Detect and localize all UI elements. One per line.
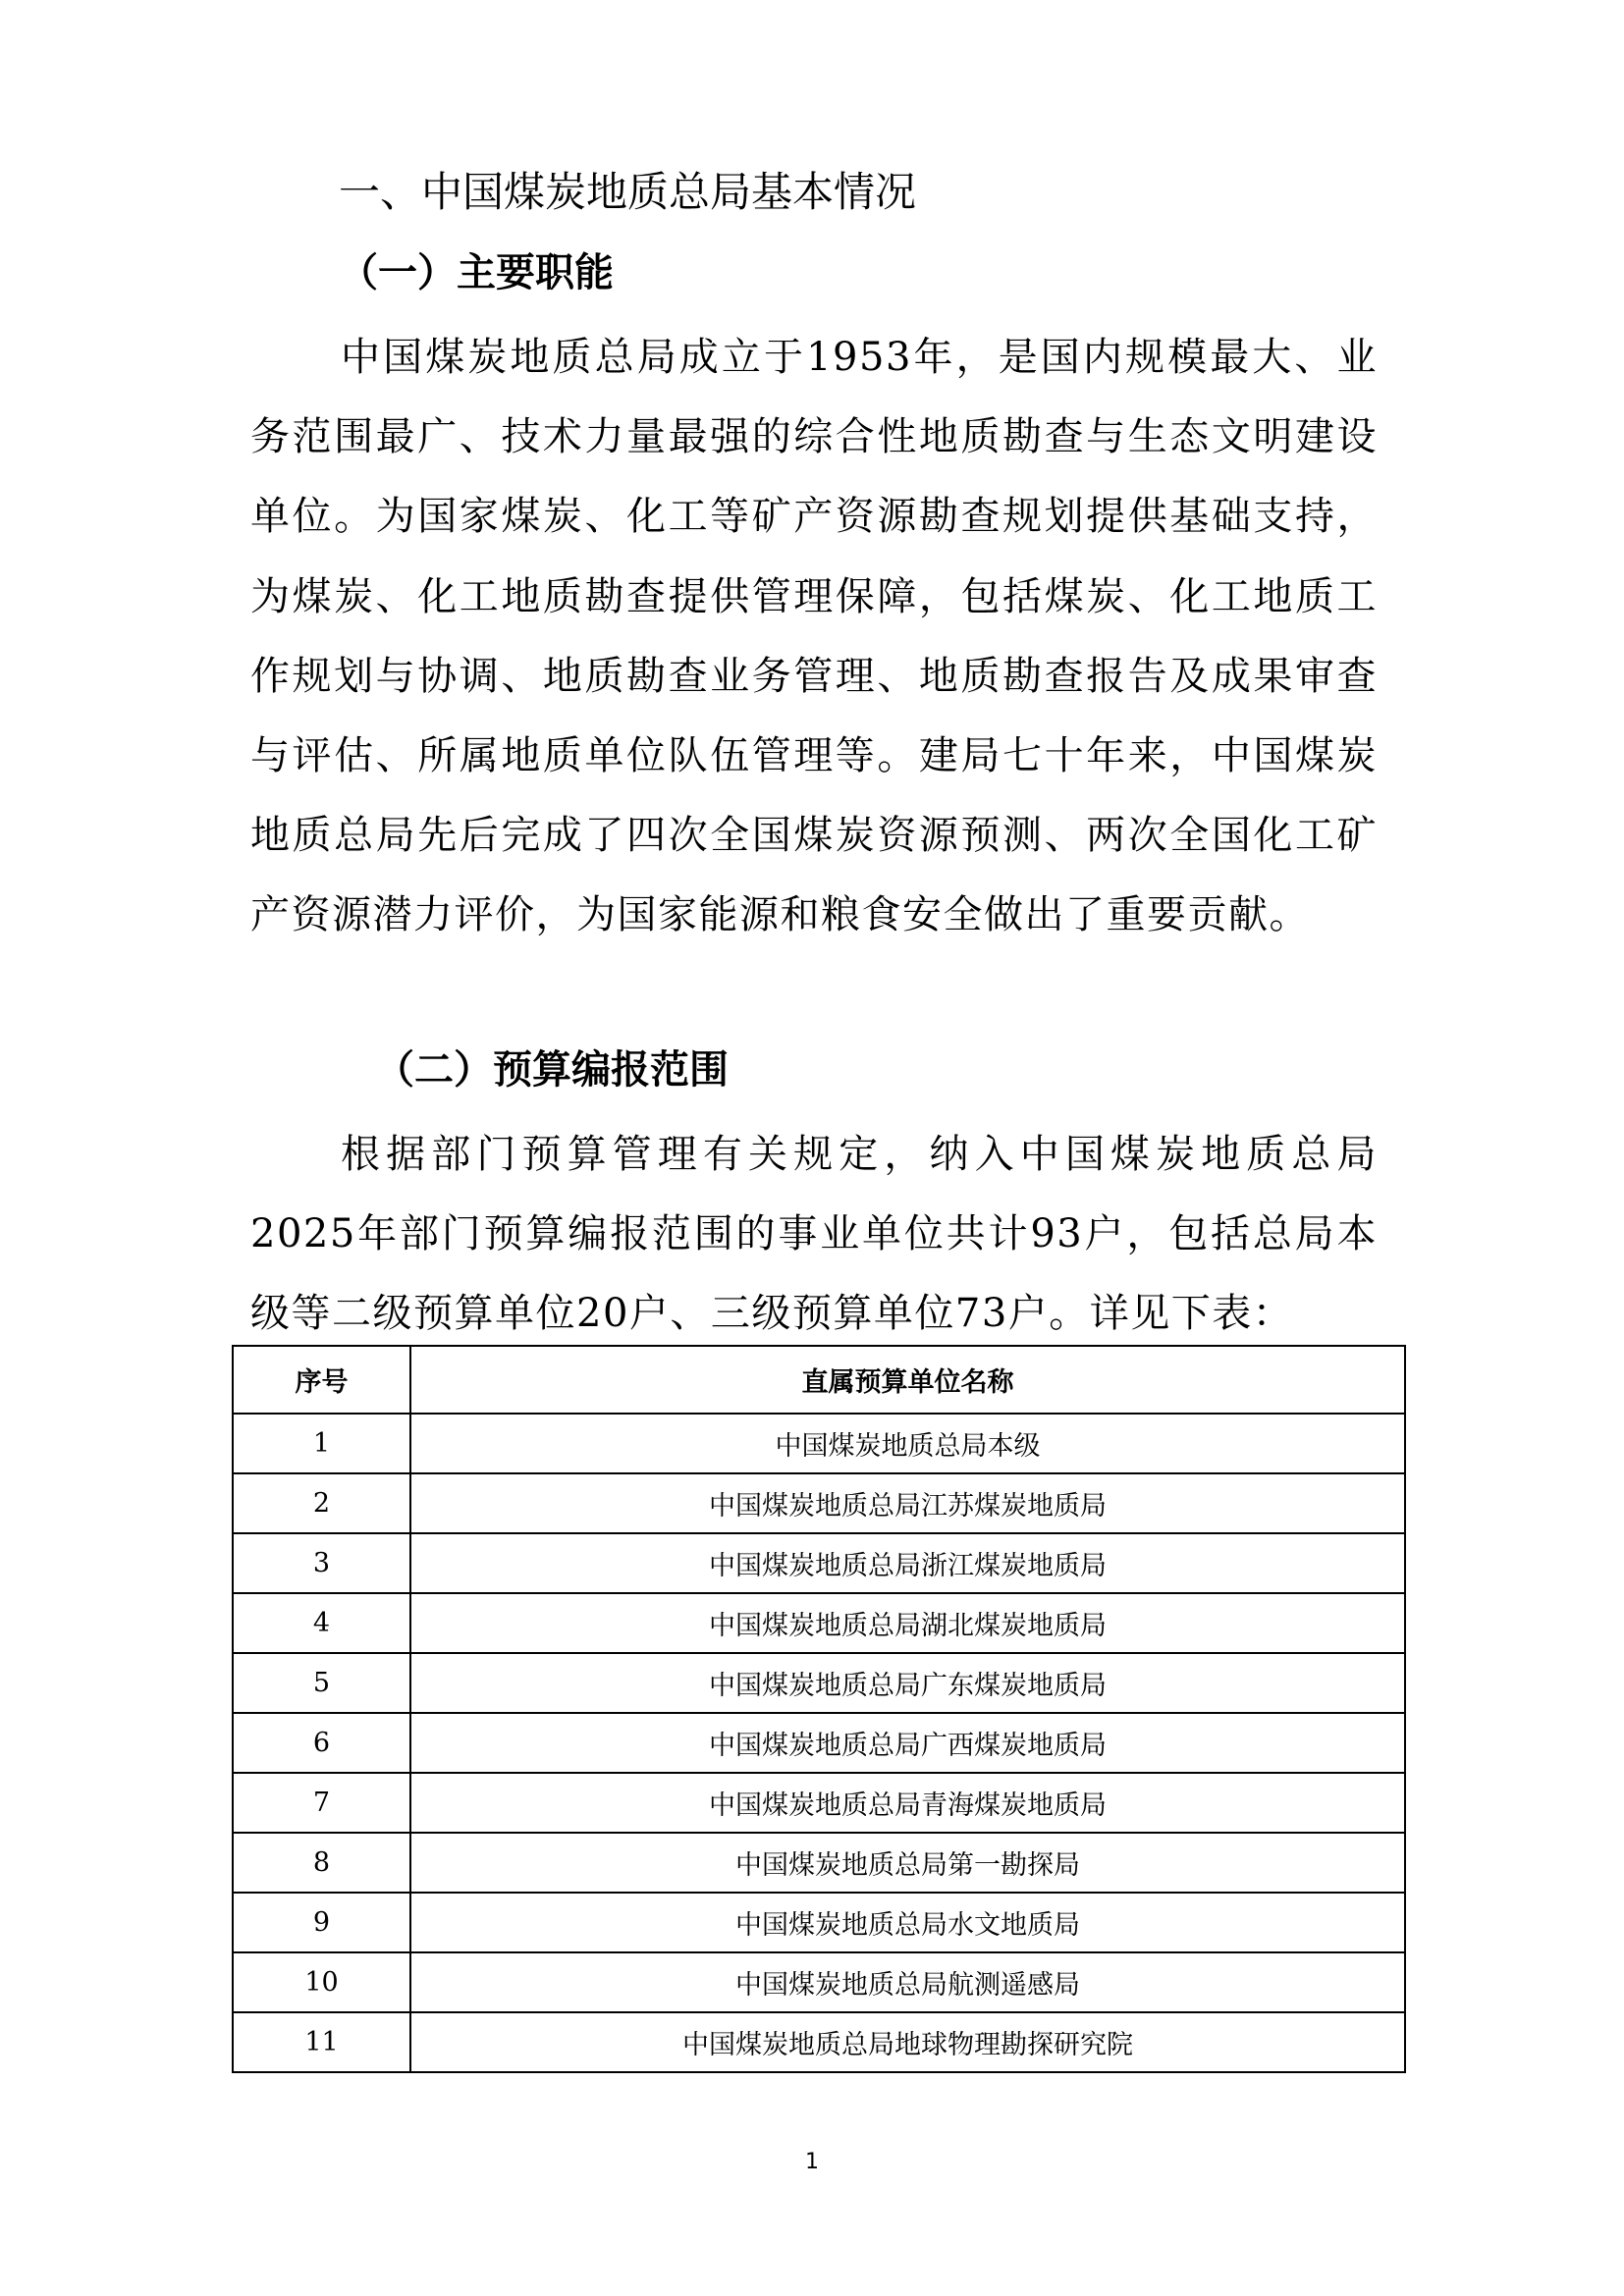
unit-name-cell: 中国煤炭地质总局广西煤炭地质局 [410, 1713, 1405, 1773]
scope-heading: （二）预算编报范围 [375, 1047, 729, 1093]
table-row [233, 1653, 1405, 1713]
unit-name-cell: 中国煤炭地质总局广东煤炭地质局 [410, 1653, 1405, 1713]
serial-number-cell: 1 [233, 1414, 410, 1473]
serial-number-cell: 4 [233, 1593, 410, 1653]
serial-number-cell: 7 [233, 1773, 410, 1833]
serial-number-cell: 5 [233, 1653, 410, 1713]
serial-number-cell: 3 [233, 1533, 410, 1593]
unit-name-cell: 中国煤炭地质总局第一勘探局 [410, 1833, 1405, 1893]
table-row [233, 1533, 1405, 1593]
serial-number-cell: 6 [233, 1713, 410, 1773]
section-title: 一、中国煤炭地质总局基本情况 [339, 168, 917, 216]
scope-paragraph: 根据部门预算管理有关规定，纳入中国煤炭地质总局2025年部门预算编报范围的事业单位共计93户，包括总局本级等二级预算单位20户、三级预算单位73户。详见下表： [250, 1132, 1378, 1337]
unit-name-cell: 中国煤炭地质总局地球物理勘探研究院 [410, 2012, 1405, 2072]
table-row [233, 1833, 1405, 1893]
table-header-row [233, 1346, 1405, 1414]
serial-number-cell: 9 [233, 1893, 410, 1952]
table-row [233, 2012, 1405, 2072]
table-row [233, 1713, 1405, 1773]
unit-name-cell: 中国煤炭地质总局航测遥感局 [410, 1952, 1405, 2012]
table-row [233, 1473, 1405, 1533]
table-row [233, 1593, 1405, 1653]
unit-name-cell: 中国煤炭地质总局湖北煤炭地质局 [410, 1593, 1405, 1653]
serial-number-cell: 8 [233, 1833, 410, 1893]
table-row [233, 1773, 1405, 1833]
table-row [233, 1893, 1405, 1952]
table-row [233, 1414, 1405, 1473]
functions-paragraph: 中国煤炭地质总局成立于1953年，是国内规模最大、业务范围最广、技术力量最强的综合性地质勘查与生态文明建设单位。为国家煤炭、化工等矿产资源勘查规划提供基础支持，为煤炭、化工地质勘查提供管理保障，包括煤炭、化工地质工作规划与协调、地质勘查业务管理、地质勘查报告及成果审查与评估、所属地质单位队伍管理等。建局七十年来，中国煤炭地质总局先后完成了四次全国煤炭资源预测、两次全国化工矿产资源潜力评价，为国家能源和粮食安全做出了重要贡献。 [250, 335, 1378, 938]
serial-number-cell: 11 [233, 2012, 410, 2072]
budget-units-table [232, 1345, 1406, 2073]
unit-name-cell: 中国煤炭地质总局本级 [410, 1414, 1405, 1473]
serial-number-cell: 10 [233, 1952, 410, 2012]
header-serial-number: 序号 [233, 1346, 410, 1414]
page-number: 1 [805, 2150, 819, 2174]
unit-name-cell: 中国煤炭地质总局江苏煤炭地质局 [410, 1473, 1405, 1533]
unit-name-cell: 中国煤炭地质总局浙江煤炭地质局 [410, 1533, 1405, 1593]
unit-name-cell: 中国煤炭地质总局水文地质局 [410, 1893, 1405, 1952]
serial-number-cell: 2 [233, 1473, 410, 1533]
unit-name-cell: 中国煤炭地质总局青海煤炭地质局 [410, 1773, 1405, 1833]
functions-heading: （一）主要职能 [339, 250, 614, 295]
table-row [233, 1952, 1405, 2012]
header-unit-name: 直属预算单位名称 [410, 1346, 1405, 1414]
